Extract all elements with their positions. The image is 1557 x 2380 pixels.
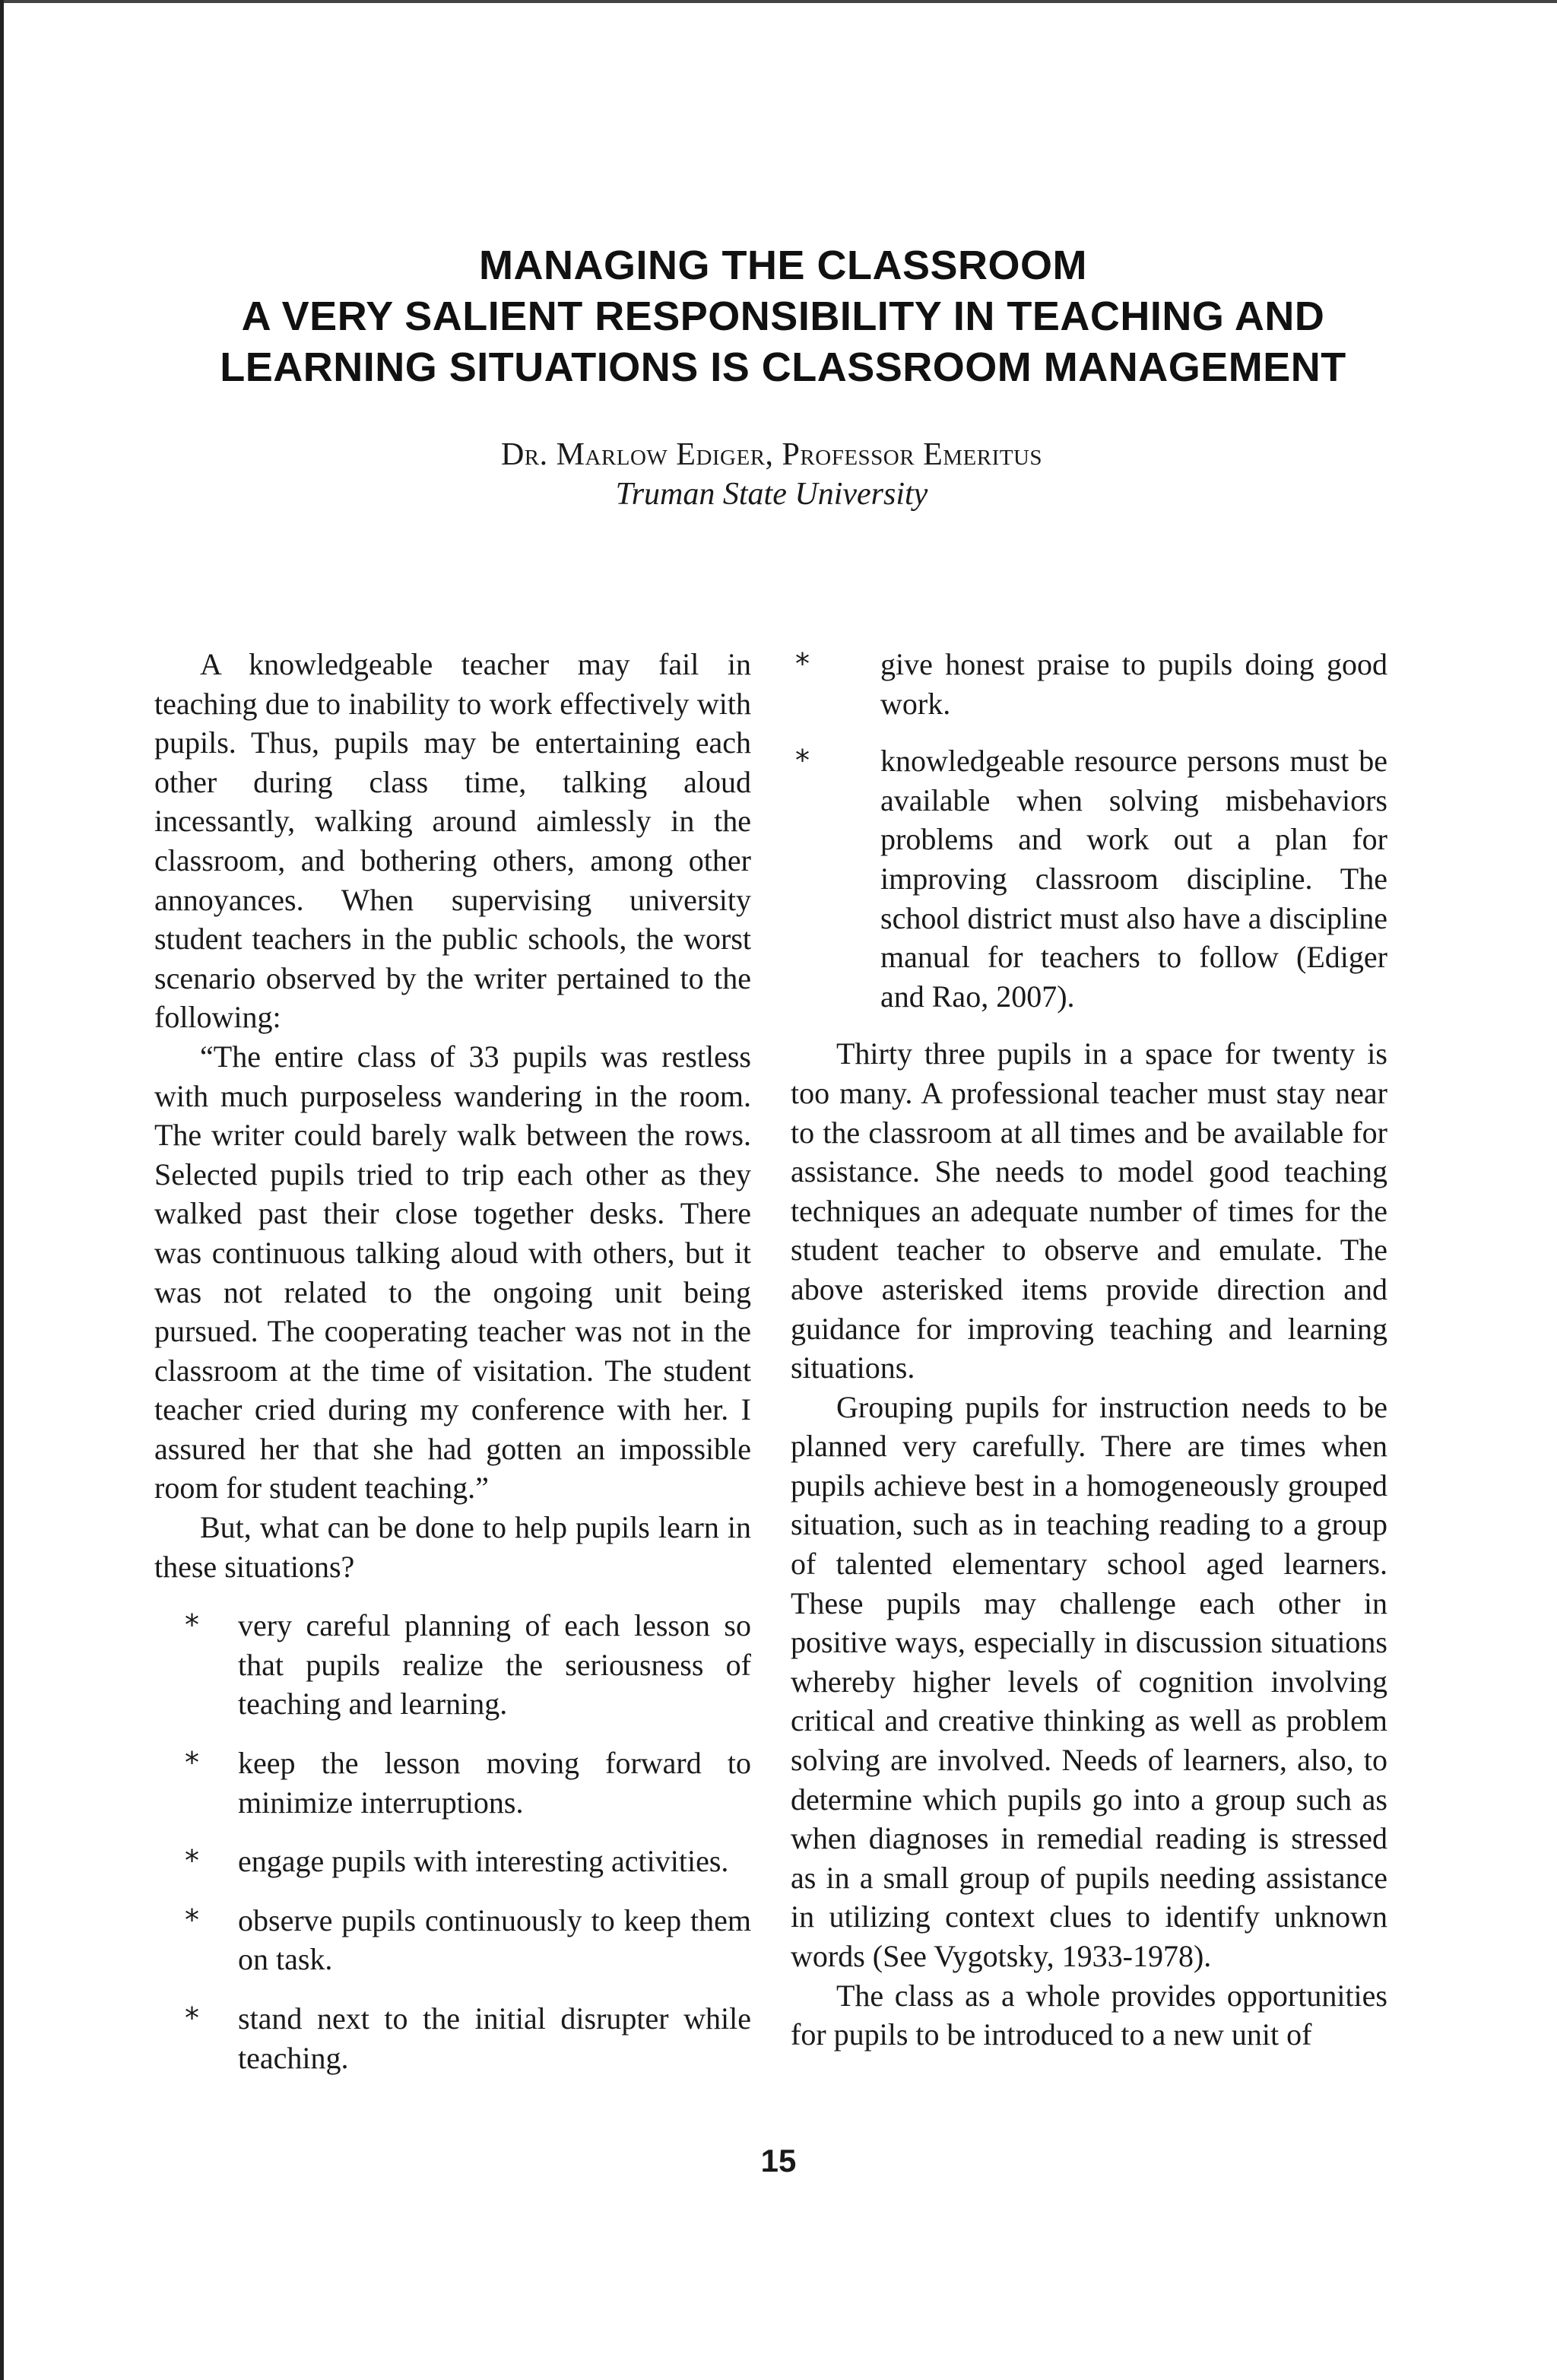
list-item xyxy=(154,1842,751,1881)
body-paragraph-3: The class as a whole provides opportunities for pupils to be introduced to a new unit of xyxy=(791,1978,1387,2052)
intro-paragraph: A knowledgeable teacher may fail in teaching due to inability to work effectively with pupils. Thus, pupils may be entertaining each other during class time, talking aloud incessantly, walking around aimlessly in the classroom, and bothering others, among other annoyances. When supervising university student teachers in the public schools, the worst scenario observed by the writer pertained to the following: xyxy=(154,647,751,1035)
page-top-edge xyxy=(0,0,1557,3)
list-item xyxy=(791,645,1387,723)
list-item-text: keep the lesson moving forward to minimize interruptions. xyxy=(238,1746,751,1820)
list-item-text: knowledgeable resource persons must be available when solving misbehaviors problems and work out a plan for improving classroom discipline. The school district must also have a discipline manual for teachers to follow (Ediger and Rao, 2007). xyxy=(880,744,1387,1014)
page-left-edge xyxy=(0,0,4,2380)
author-name: Dr. Marlow Ediger, Professor Emeritus xyxy=(500,437,1043,472)
list-item xyxy=(154,1744,751,1822)
list-item xyxy=(154,1901,751,1979)
asterisk-icon: * xyxy=(185,1902,199,1937)
body-paragraph-1: Thirty three pupils in a space for twenty is too many. A professional teacher must stay near to the classroom at all times and be available for assistance. She needs to model good teaching techniques an adequate number of times for the student teacher to observe and emulate. The above asterisked items provide direction and guidance for improving teaching and learning situations. xyxy=(791,1036,1387,1385)
right-bullet-list xyxy=(791,645,1387,1016)
page-number: 15 xyxy=(760,2143,797,2178)
title-line-1: MANAGING THE CLASSROOM xyxy=(479,243,1087,288)
title-line-2: A VERY SALIENT RESPONSIBILITY IN TEACHING AND xyxy=(241,294,1325,339)
left-bullet-list xyxy=(154,1606,751,2077)
article-title xyxy=(152,240,1414,393)
body-paragraph-2: Grouping pupils for instruction needs to be planned very carefully. There are times when pupils achieve best in a homogeneously grouped situation, such as in teaching reading to a group of talented elementary school aged learners. These pupils may challenge each other in positive ways, especially in discussion situations whereby higher levels of cognition involving critical and creative thinking as well as problem solving are involved. Needs of learners, also, to determine which pupils go into a group such as when diagnoses in remedial reading is stressed as in a small group of pupils needing assistance in utilizing context clues to identify unknown words (See Vygotsky, 1933-1978). xyxy=(791,1389,1387,1973)
list-item-text: stand next to the initial disrupter while teaching. xyxy=(238,2001,751,2075)
list-item xyxy=(154,1999,751,2077)
asterisk-icon: * xyxy=(795,744,810,778)
asterisk-icon: * xyxy=(185,1608,199,1642)
byline xyxy=(228,435,1315,514)
list-item xyxy=(791,741,1387,1016)
question-paragraph: But, what can be done to help pupils learn in these situations? xyxy=(154,1510,751,1584)
asterisk-icon: * xyxy=(795,647,810,681)
list-item-text: give honest praise to pupils doing good work. xyxy=(880,647,1387,721)
list-item xyxy=(154,1606,751,1724)
list-item-text: very careful planning of each lesson so that pupils realize the seriousness of teaching and learning. xyxy=(238,1608,751,1722)
right-column xyxy=(791,645,1387,2055)
asterisk-icon: * xyxy=(185,1844,199,1878)
author-affiliation: Truman State University xyxy=(615,477,928,512)
asterisk-icon: * xyxy=(185,2001,199,2035)
asterisk-icon: * xyxy=(185,1746,199,1780)
list-item-text: observe pupils continuously to keep them on task. xyxy=(238,1902,751,1977)
left-column xyxy=(154,645,751,2094)
title-line-3: LEARNING SITUATIONS IS CLASSROOM MANAGEMENT xyxy=(220,344,1346,390)
list-item-text: engage pupils with interesting activities. xyxy=(238,1844,729,1879)
quote-paragraph: “The entire class of 33 pupils was restless with much purposeless wandering in the room. The writer could barely walk between the rows. Selected pupils tried to trip each other as they walked past their close together desks. There was continuous talking aloud with others, but it was not related to the ongoing unit being pursued. The cooperating teacher was not in the classroom at the time of visitation. The student teacher cried during my conference with her. I assured her that she had gotten an impossible room for student teaching.” xyxy=(154,1039,751,1506)
